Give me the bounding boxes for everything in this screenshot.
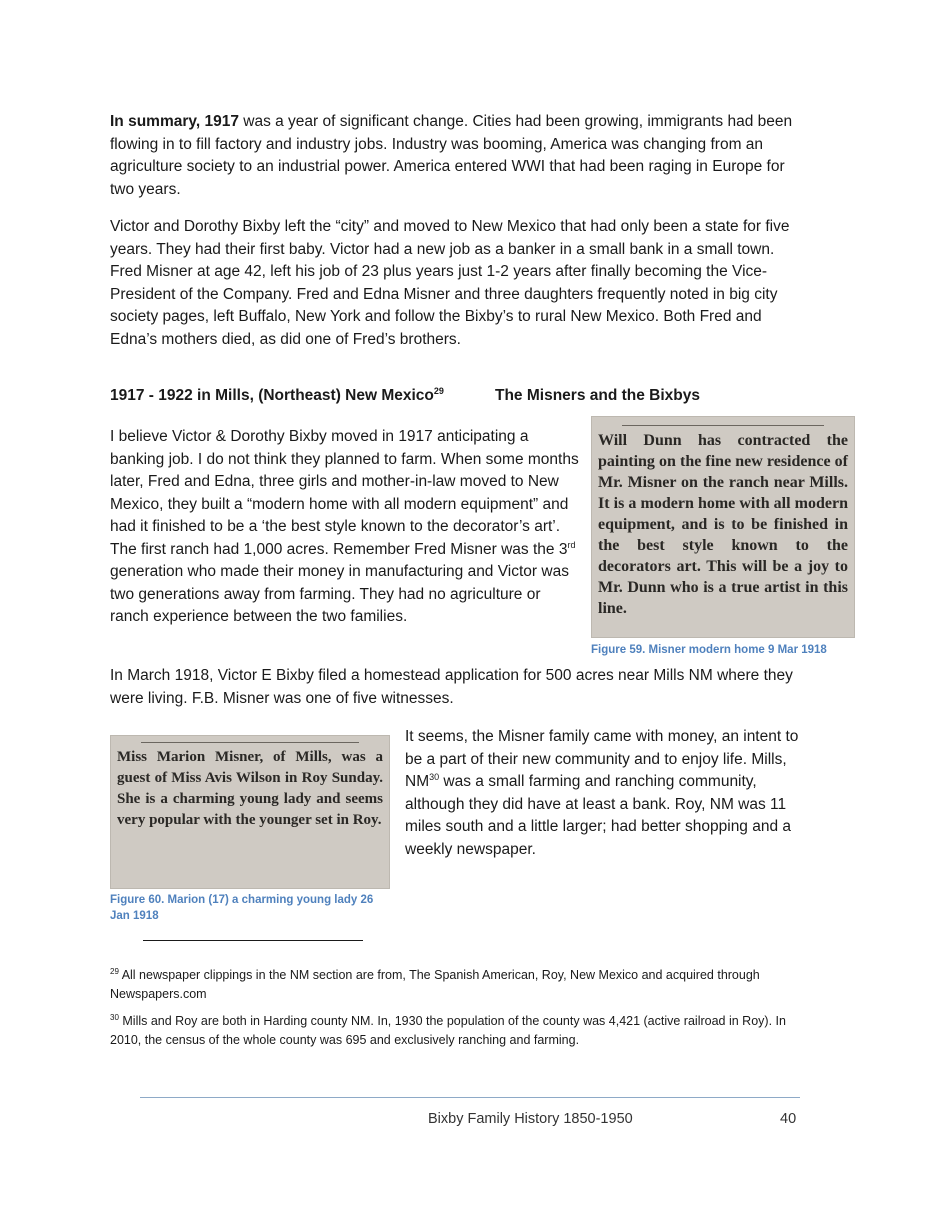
section-heading-subtitle: The Misners and the Bixbys: [495, 387, 700, 404]
footnote-ref-29: 29: [433, 385, 444, 396]
summary-paragraph: [110, 111, 810, 201]
footnote-separator: [143, 940, 363, 941]
community-text-b: was a small farming and ranching community, although they did have at least a bank. Roy, NM was 11 miles south and a little larger; had better shopping and a weekly newspaper.: [405, 773, 792, 858]
homestead-paragraph: In March 1918, Victor E Bixby filed a homestead application for 500 acres near Mills NM where they were living. F.B. Misner was one of five witnesses.: [110, 667, 793, 707]
move-paragraph: Victor and Dorothy Bixby left the “city” and moved to New Mexico that had only been a state for five years. They had their first baby. Victor had a new job as a banker in a small bank in a small town. Fred Misner at age 42, left his job of 23 plus years just 1-2 years after finally becoming the Vice-President of the Company. Fred and Edna Misner and three daughters frequently noted in big city society pages, left Buffalo, New York and follow the Bixby’s to rural New Mexico. Both Fred and Edna’s mothers died, as did one of Fred’s brothers.: [110, 218, 790, 348]
footnote-text: All newspaper clippings in the NM section are from, The Spanish American, Roy, New Mexico and acquired through Newspapers.com: [110, 968, 760, 1001]
summary-text: was a year of significant change. Cities had been growing, immigrants had been flowing in to fill factory and industry jobs. Industry was booming, America was changing from an agriculture society to an industrial power. America entered WWI that had been raging in Europe for two years.: [110, 113, 793, 198]
footnote-29: [110, 966, 790, 1004]
section-heading: [110, 385, 700, 405]
community-text-a: It seems, the Misner family came with money, an intent to be a part of their new community and to enjoy life. Mills, NM: [405, 728, 799, 790]
footer-title: Bixby Family History 1850-1950: [428, 1111, 633, 1127]
ordinal-suffix: rd: [567, 539, 576, 550]
clipping-text: Will Dunn has contracted the painting on the fine new residence of Mr. Misner on the ranch near Mills. It is a modern home with all modern equipment, and is to be finished in the best style known to the decorators art. This will be a joy to Mr. Dunn who is a true artist in this line.: [598, 432, 848, 617]
community-paragraph: [405, 726, 805, 861]
bixby-move-paragraph: [110, 426, 580, 629]
bixby-move-text-b: generation who made their money in manufacturing and Victor was two generations away from farming. They had no agriculture or ranch experience between the two families.: [110, 563, 569, 625]
clipping-text: Miss Marion Misner, of Mills, was a guest of Miss Avis Wilson in Roy Sunday. She is a charming young lady and seems very popular with the younger set in Roy.: [117, 749, 383, 828]
footnote-number: 30: [110, 1012, 119, 1022]
figure-60-caption: Figure 60. Marion (17) a charming young lady 26 Jan 1918: [110, 894, 374, 922]
footnote-text: Mills and Roy are both in Harding county NM. In, 1930 the population of the county was 4,421 (active railroad in Roy). In 2010, the census of the whole county was 695 and exclusively ranching and farming.: [110, 1014, 786, 1047]
bixby-move-text-a: I believe Victor & Dorothy Bixby moved in 1917 anticipating a banking job. I do not think they planned to farm. When some months later, Fred and Edna, three girls and mother-in-law moved to New Mexico, they built a “modern home with all modern equipment” and had it finished to be a ‘the best style known to the decorator’s art’. The first ranch had 1,000 acres. Remember Fred Misner was the 3: [110, 428, 579, 558]
section-heading-title: 1917 - 1922 in Mills, (Northeast) New Mexico: [110, 387, 434, 404]
newspaper-clipping-misner-home: [591, 416, 855, 638]
page-number: 40: [780, 1111, 797, 1127]
figure-59-caption: Figure 59. Misner modern home 9 Mar 1918: [591, 644, 827, 656]
footnote-number: 29: [110, 966, 119, 976]
summary-lead: In summary, 1917: [110, 113, 239, 130]
footnote-ref-30: 30: [429, 771, 440, 782]
footnote-30: [110, 1012, 790, 1050]
newspaper-clipping-marion: [110, 735, 390, 889]
footer-rule: [140, 1097, 800, 1098]
